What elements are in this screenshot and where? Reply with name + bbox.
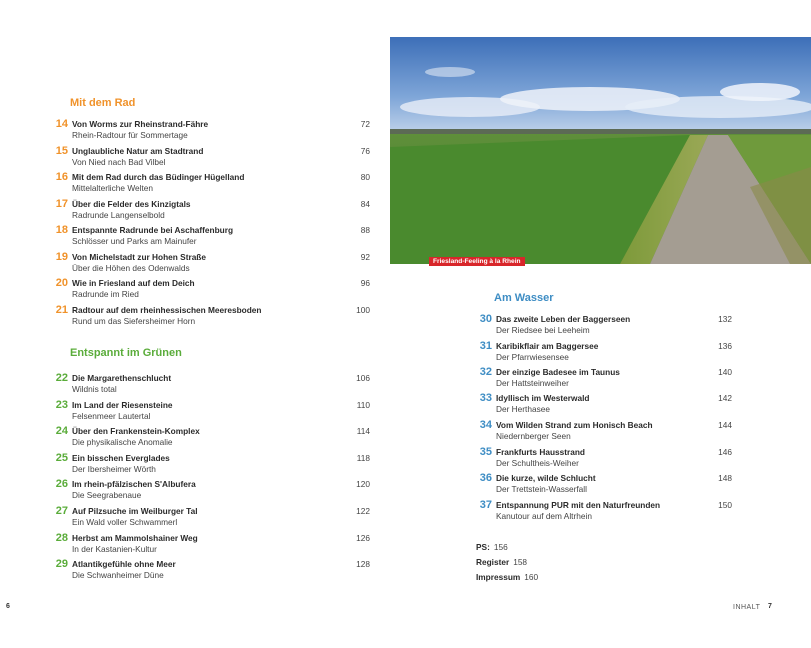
entry-number: 17 <box>55 198 68 210</box>
entry-title: Frankfurts Hausstrand <box>496 447 585 457</box>
entry-title: Ein bisschen Everglades <box>72 453 170 463</box>
toc-entry[interactable] <box>50 505 370 531</box>
section-title-entspannt-im-gruenen: Entspannt im Grünen <box>70 347 182 359</box>
entry-page: 146 <box>718 447 732 457</box>
entry-title: Unglaubliche Natur am Stadtrand <box>72 146 204 156</box>
entry-number: 16 <box>55 171 68 183</box>
entry-subtitle: Über die Höhen des Odenwalds <box>72 263 190 273</box>
entry-page: 142 <box>718 393 732 403</box>
entry-page: 148 <box>718 473 732 483</box>
entry-number: 25 <box>55 452 68 464</box>
extra-page: 158 <box>513 557 528 567</box>
entry-page: 132 <box>718 314 732 324</box>
entry-page: 128 <box>356 559 370 569</box>
entry-number: 28 <box>55 532 68 544</box>
toc-entry[interactable] <box>50 452 370 478</box>
extra-label: Register <box>476 557 510 567</box>
toc-entry[interactable] <box>50 372 370 398</box>
entry-number: 34 <box>479 419 492 431</box>
entry-number: 35 <box>479 446 492 458</box>
entry-number: 15 <box>55 145 68 157</box>
entry-number: 14 <box>55 118 68 130</box>
entry-number: 27 <box>55 505 68 517</box>
entry-page: 84 <box>360 199 370 209</box>
entry-subtitle: Der Trettstein-Wasserfall <box>496 484 587 494</box>
toc-entry[interactable] <box>50 251 370 277</box>
entry-number: 29 <box>55 558 68 570</box>
entry-title: Entspannung PUR mit den Naturfreunden <box>496 500 661 510</box>
entry-page: 114 <box>356 426 370 436</box>
entry-subtitle: Radrunde Langenselbold <box>72 210 165 220</box>
page-number-right: 7 <box>768 603 772 610</box>
entry-title: Radtour auf dem rheinhessischen Meeresboden <box>72 305 262 315</box>
entry-title: Von Michelstadt zur Hohen Straße <box>72 252 206 262</box>
running-head: INHALT <box>733 604 761 611</box>
entry-number: 19 <box>55 251 68 263</box>
toc-entry[interactable] <box>474 366 732 392</box>
toc-extra-impressum[interactable] <box>476 572 538 582</box>
entry-title: Die Margarethenschlucht <box>72 373 172 383</box>
extra-page: 160 <box>524 572 539 582</box>
extra-label: PS: <box>476 542 490 552</box>
entry-subtitle: Von Nied nach Bad Vilbel <box>72 157 166 167</box>
entry-title: Über die Felder des Kinzigtals <box>72 199 191 209</box>
photo-caption: Friesland-Feeling à la Rhein <box>429 257 525 266</box>
toc-entry[interactable] <box>474 340 732 366</box>
entry-title: Idyllisch im Westerwald <box>496 393 590 403</box>
entry-number: 30 <box>479 313 492 325</box>
entry-page: 92 <box>360 252 370 262</box>
entry-number: 20 <box>55 277 68 289</box>
entry-title: Auf Pilzsuche im Weilburger Tal <box>72 506 198 516</box>
entry-subtitle: Felsenmeer Lautertal <box>72 411 151 421</box>
entry-subtitle: Der Schultheis-Weiher <box>496 458 579 468</box>
entry-title: Über den Frankenstein-Komplex <box>72 426 200 436</box>
entry-number: 24 <box>55 425 68 437</box>
toc-entry[interactable] <box>50 532 370 558</box>
toc-entry[interactable] <box>50 145 370 171</box>
entry-page: 80 <box>360 172 370 182</box>
entry-title: Atlantikgefühle ohne Meer <box>72 559 176 569</box>
entry-title: Der einzige Badesee im Taunus <box>496 367 620 377</box>
entry-number: 31 <box>479 340 492 352</box>
entry-subtitle: Schlösser und Parks am Mainufer <box>72 236 197 246</box>
section-title-am-wasser: Am Wasser <box>494 292 554 304</box>
entry-page: 76 <box>360 146 370 156</box>
entry-subtitle: Der Ibersheimer Wörth <box>72 464 156 474</box>
toc-entry[interactable] <box>50 198 370 224</box>
toc-entry[interactable] <box>474 472 732 498</box>
entry-page: 100 <box>356 305 370 315</box>
entry-subtitle: Der Pfarrwiesensee <box>496 352 569 362</box>
entry-subtitle: Die physikalische Anomalie <box>72 437 173 447</box>
entry-title: Vom Wilden Strand zum Honisch Beach <box>496 420 653 430</box>
toc-entry[interactable] <box>50 118 370 144</box>
entry-page: 88 <box>360 225 370 235</box>
toc-entry[interactable] <box>50 425 370 451</box>
entry-title: Herbst am Mammolshainer Weg <box>72 533 198 543</box>
entry-page: 136 <box>718 341 732 351</box>
toc-entry[interactable] <box>474 446 732 472</box>
entry-page: 120 <box>356 479 370 489</box>
entry-title: Wie in Friesland auf dem Deich <box>72 278 195 288</box>
toc-entry[interactable] <box>50 304 370 330</box>
toc-entry[interactable] <box>474 392 732 418</box>
entry-subtitle: Mittelalterliche Welten <box>72 183 154 193</box>
toc-entry[interactable] <box>50 558 370 584</box>
toc-entry[interactable] <box>50 399 370 425</box>
entry-subtitle: Wildnis total <box>72 384 117 394</box>
toc-extra-ps[interactable] <box>476 542 508 552</box>
section-title-mit-dem-rad: Mit dem Rad <box>70 97 136 109</box>
entry-subtitle: Der Riedsee bei Leeheim <box>496 325 590 335</box>
toc-entry[interactable] <box>50 478 370 504</box>
entry-page: 150 <box>718 500 732 510</box>
entry-number: 36 <box>479 472 492 484</box>
entry-title: Karibikflair am Baggersee <box>496 341 599 351</box>
entry-subtitle: Ein Wald voller Schwammerl <box>72 517 178 527</box>
entry-subtitle: Rhein-Radtour für Sommertage <box>72 130 188 140</box>
toc-entry[interactable] <box>50 277 370 303</box>
entry-title: Mit dem Rad durch das Büdinger Hügelland <box>72 172 245 182</box>
entry-page: 72 <box>360 119 370 129</box>
extra-label: Impressum <box>476 572 521 582</box>
entry-subtitle: In der Kastanien-Kultur <box>72 544 157 554</box>
entry-subtitle: Die Schwanheimer Düne <box>72 570 164 580</box>
entry-subtitle: Niedernberger Seen <box>496 431 571 441</box>
toc-entry[interactable] <box>474 419 732 445</box>
entry-number: 26 <box>55 478 68 490</box>
entry-subtitle: Rund um das Siefersheimer Horn <box>72 316 196 326</box>
toc-entry[interactable] <box>474 313 732 339</box>
entry-page: 96 <box>360 278 370 288</box>
entry-subtitle: Kanutour auf dem Altrhein <box>496 511 592 521</box>
entry-subtitle: Radrunde im Ried <box>72 289 139 299</box>
entry-number: 18 <box>55 224 68 236</box>
entry-page: 144 <box>718 420 732 430</box>
entry-subtitle: Der Hattsteinweiher <box>496 378 569 388</box>
entry-title: Im Land der Riesensteine <box>72 400 173 410</box>
entry-title: Von Worms zur Rheinstrand-Fähre <box>72 119 209 129</box>
entry-page: 126 <box>356 533 370 543</box>
entry-page: 106 <box>356 373 370 383</box>
entry-number: 23 <box>55 399 68 411</box>
entry-subtitle: Der Herthasee <box>496 404 550 414</box>
entry-title: Das zweite Leben der Baggerseen <box>496 314 631 324</box>
entry-title: Entspannte Radrunde bei Aschaffenburg <box>72 225 234 235</box>
entry-number: 33 <box>479 392 492 404</box>
entry-title: Die kurze, wilde Schlucht <box>496 473 596 483</box>
toc-entry[interactable] <box>50 171 370 197</box>
entry-number: 22 <box>55 372 68 384</box>
entry-page: 122 <box>356 506 370 516</box>
entry-number: 21 <box>55 304 68 316</box>
entry-title: Im rhein-pfälzischen S'Albufera <box>72 479 196 489</box>
toc-extra-register[interactable] <box>476 557 527 567</box>
entry-page: 118 <box>356 453 370 463</box>
extra-page: 156 <box>493 542 508 552</box>
entry-number: 37 <box>479 499 492 511</box>
entry-number: 32 <box>479 366 492 378</box>
toc-entry[interactable] <box>50 224 370 250</box>
entry-page: 140 <box>718 367 732 377</box>
entry-page: 110 <box>356 400 370 410</box>
entry-subtitle: Die Seegrabenaue <box>72 490 142 500</box>
toc-entry[interactable] <box>474 499 732 525</box>
left-page <box>0 0 405 648</box>
page-number-left: 6 <box>6 603 10 610</box>
